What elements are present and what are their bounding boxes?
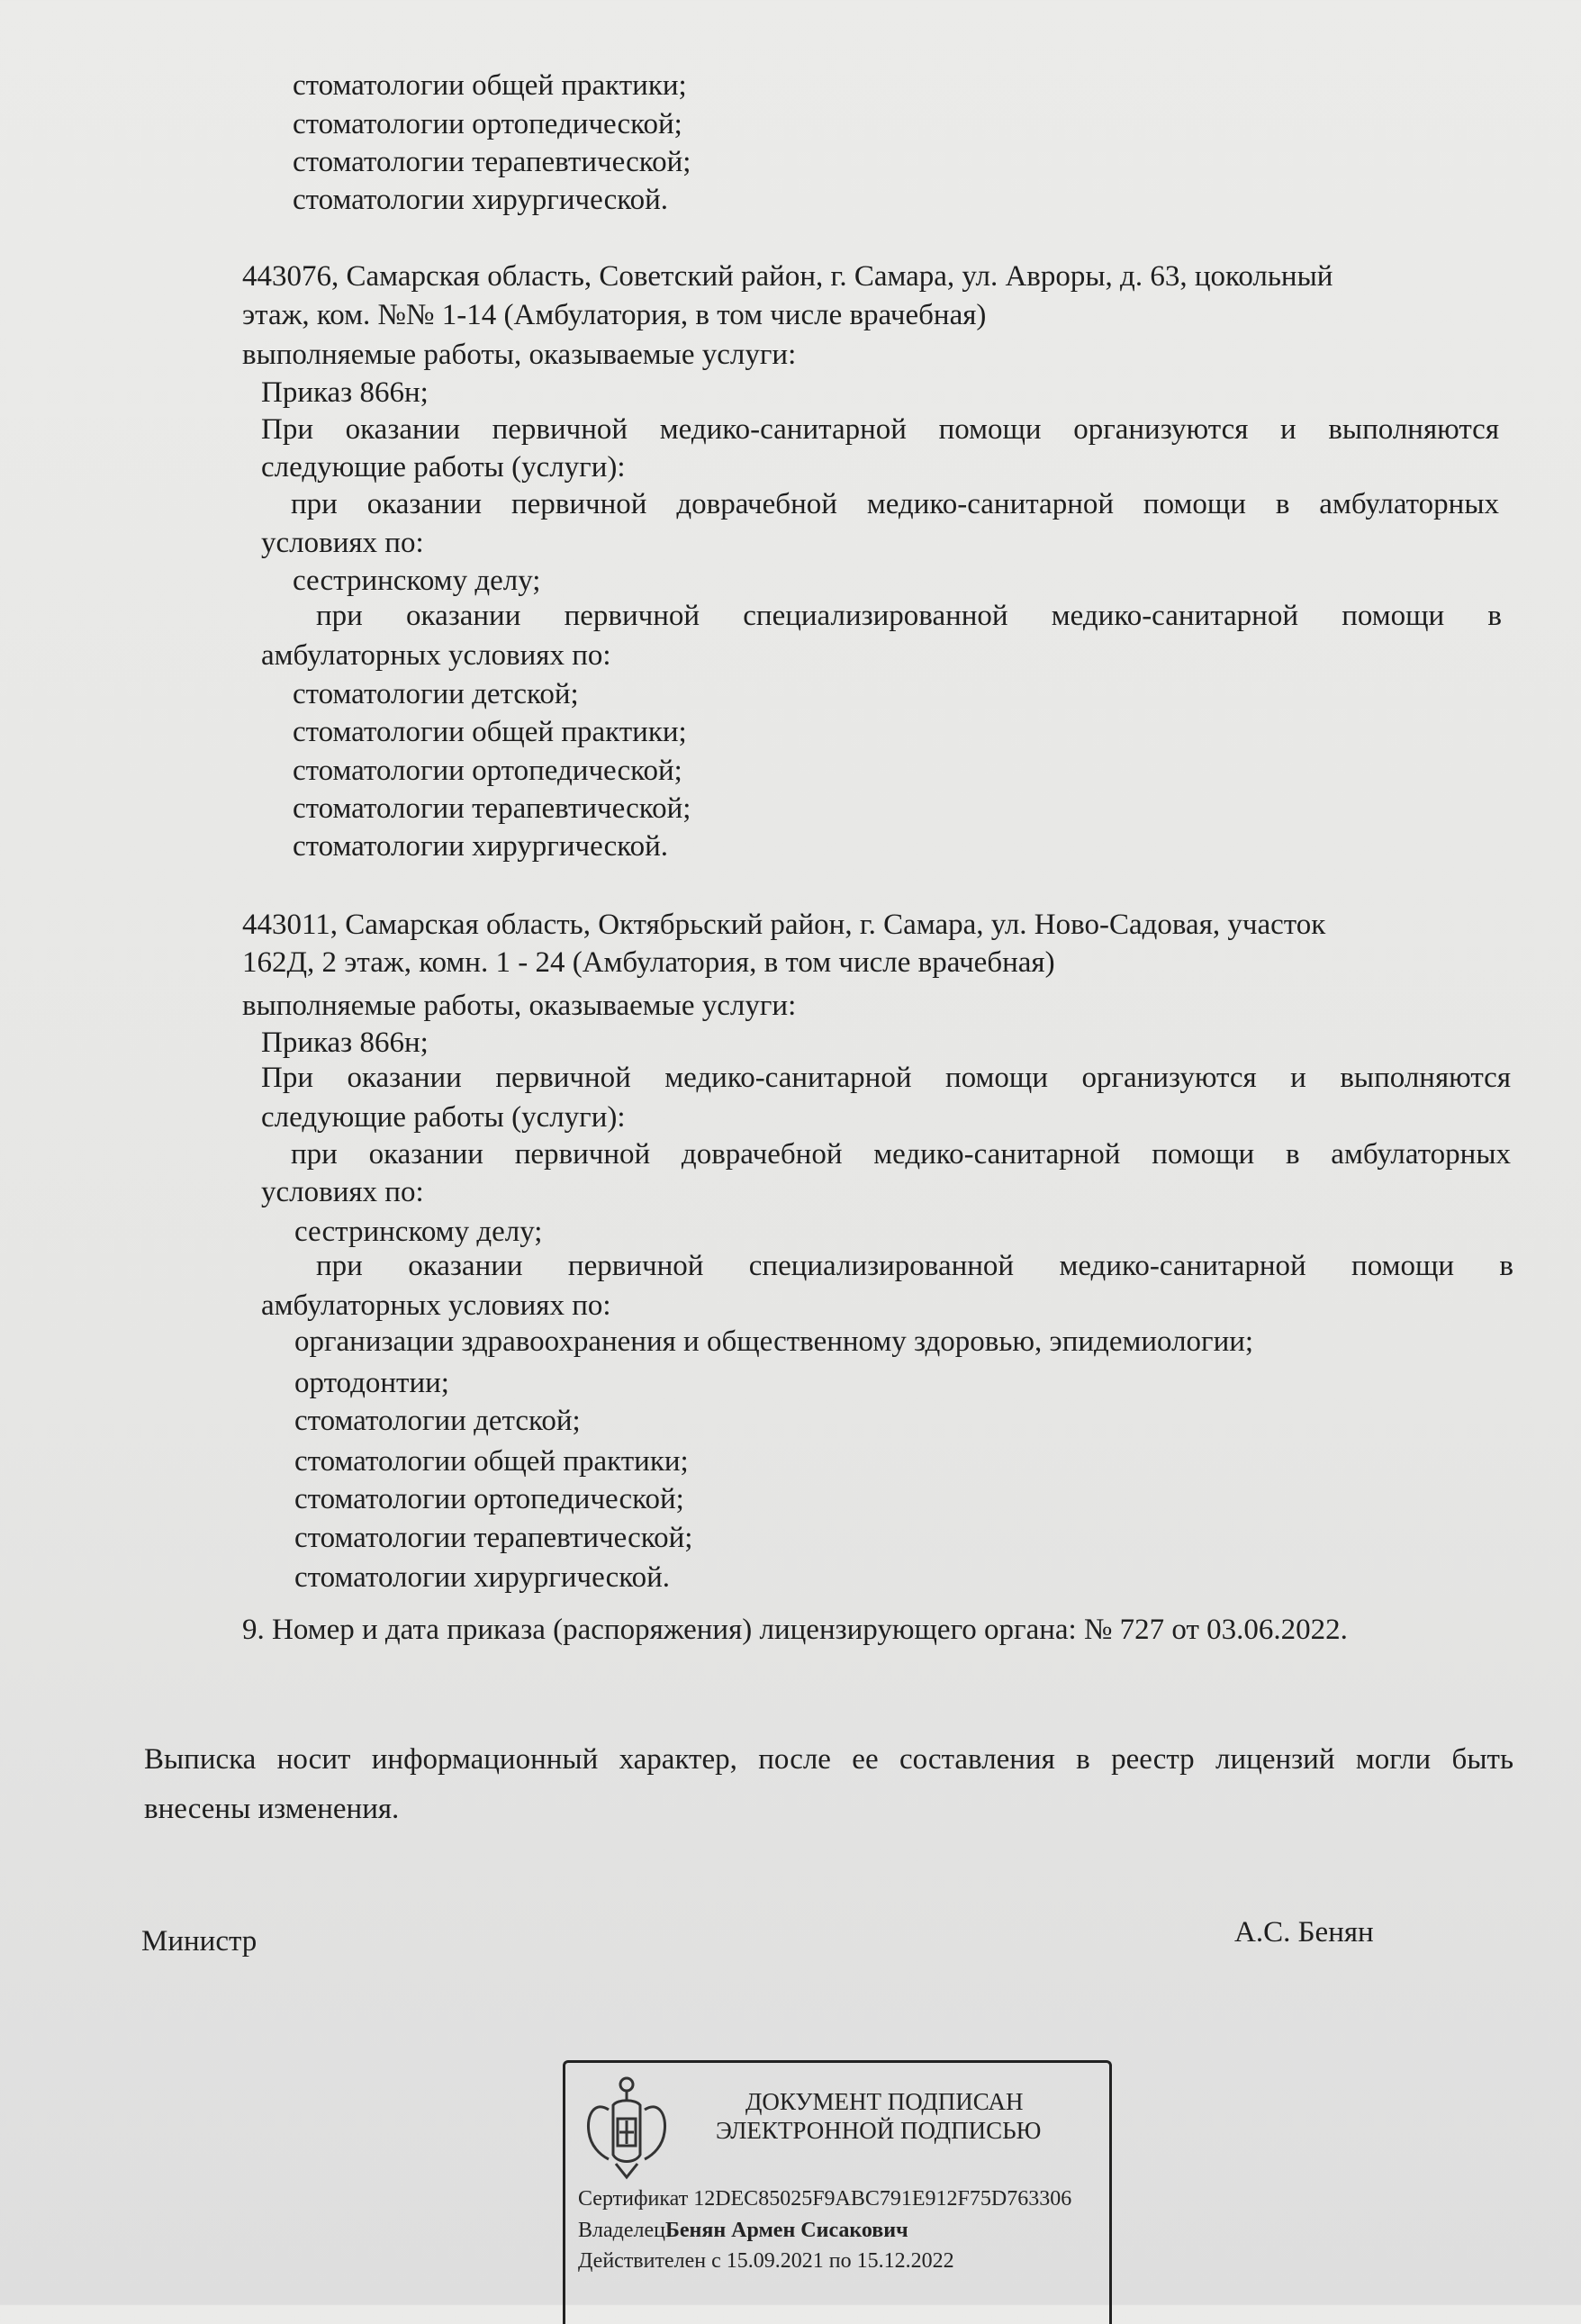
order-ref: Приказ 866н;: [261, 1026, 429, 1059]
certificate-line: [578, 2186, 1071, 2211]
list-item: стоматологии хирургической.: [293, 830, 668, 863]
list-item: стоматологии общей практики;: [293, 716, 687, 748]
list-item: стоматологии детской;: [294, 1405, 581, 1437]
certificate-number: 12DEC85025F9ABC791E912F75D763306: [693, 2187, 1072, 2211]
order-number-line: 9. Номер и дата приказа (распоряжения) лицензирующего органа: № 727 от 03.06.2022.: [242, 1614, 1348, 1646]
disclaimer: Выписка носит информационный характер, после ее составления в реестр лицензий могли быть: [144, 1743, 1513, 1776]
paragraph-line: условиях по:: [261, 1176, 424, 1208]
paragraph-line: при оказании первичной специализированной медико-санитарной помощи в: [316, 600, 1502, 632]
paragraph-line: условиях по:: [261, 527, 424, 559]
services-heading: выполняемые работы, оказываемые услуги:: [242, 990, 797, 1022]
order-ref: Приказ 866н;: [261, 376, 429, 409]
list-item: сестринскому делу;: [294, 1216, 543, 1248]
signer-name: А.С. Бенян: [1234, 1916, 1374, 1949]
list-item: организации здравоохранения и общественному здоровью, эпидемиологии;: [294, 1325, 1254, 1358]
stamp-title-2: ЭЛЕКТРОННОЙ ПОДПИСЬЮ: [716, 2117, 1042, 2144]
disclaimer-cont: внесены изменения.: [144, 1793, 400, 1825]
list-item: стоматологии ортопедической;: [293, 108, 682, 140]
owner-name: Бенян Армен Сисакович: [664, 2219, 908, 2242]
address-2-cont: 162Д, 2 этаж, комн. 1 - 24 (Амбулатория, в том числе врачебная): [242, 946, 1055, 979]
paragraph-line: При оказании первичной медико-санитарной помощи организуются и выполняются: [261, 413, 1499, 446]
list-item: стоматологии терапевтической;: [294, 1522, 693, 1554]
paragraph-line: при оказании первичной доврачебной медико-санитарной помощи в амбулаторных: [291, 1138, 1511, 1171]
list-item: ортодонтии;: [294, 1367, 449, 1399]
stamp-title-1: ДОКУМЕНТ ПОДПИСАН: [745, 2088, 1024, 2115]
paragraph-line: При оказании первичной медико-санитарной помощи организуются и выполняются: [261, 1062, 1511, 1094]
owner-label: Владелец: [578, 2219, 665, 2242]
list-item: стоматологии терапевтической;: [293, 792, 691, 825]
coat-of-arms-icon: [582, 2074, 672, 2182]
list-item: стоматологии терапевтической;: [293, 146, 691, 178]
paragraph-line: следующие работы (услуги):: [261, 1101, 626, 1134]
services-heading: выполняемые работы, оказываемые услуги:: [242, 339, 797, 371]
paragraph-line: следующие работы (услуги):: [261, 451, 626, 484]
address-1: 443076, Самарская область, Советский район, г. Самара, ул. Авроры, д. 63, цокольный: [242, 260, 1333, 293]
address-2: 443011, Самарская область, Октябрьский район, г. Самара, ул. Ново-Садовая, участок: [242, 909, 1326, 941]
list-item: стоматологии хирургической.: [294, 1561, 670, 1594]
list-item: стоматологии общей практики;: [294, 1445, 689, 1478]
signer-position: Министр: [141, 1925, 257, 1958]
validity-line: Действителен с 15.09.2021 по 15.12.2022: [578, 2249, 954, 2273]
list-item: стоматологии ортопедической;: [294, 1483, 684, 1515]
list-item: стоматологии общей практики;: [293, 69, 687, 102]
paragraph-line: амбулаторных условиях по:: [261, 1289, 611, 1322]
certificate-label: Сертификат: [578, 2187, 689, 2211]
list-item: сестринскому делу;: [293, 565, 541, 597]
e-signature-stamp: [563, 2060, 1112, 2324]
list-item: стоматологии хирургической.: [293, 184, 668, 216]
paragraph-line: при оказании первичной доврачебной медико-санитарной помощи в амбулаторных: [291, 488, 1499, 520]
paragraph-line: при оказании первичной специализированной медико-санитарной помощи в: [316, 1250, 1513, 1282]
list-item: стоматологии ортопедической;: [293, 755, 682, 787]
owner-line: [578, 2218, 908, 2243]
paragraph-line: амбулаторных условиях по:: [261, 639, 611, 672]
address-1-cont: этаж, ком. №№ 1-14 (Амбулатория, в том числе врачебная): [242, 299, 987, 331]
list-item: стоматологии детской;: [293, 678, 579, 710]
